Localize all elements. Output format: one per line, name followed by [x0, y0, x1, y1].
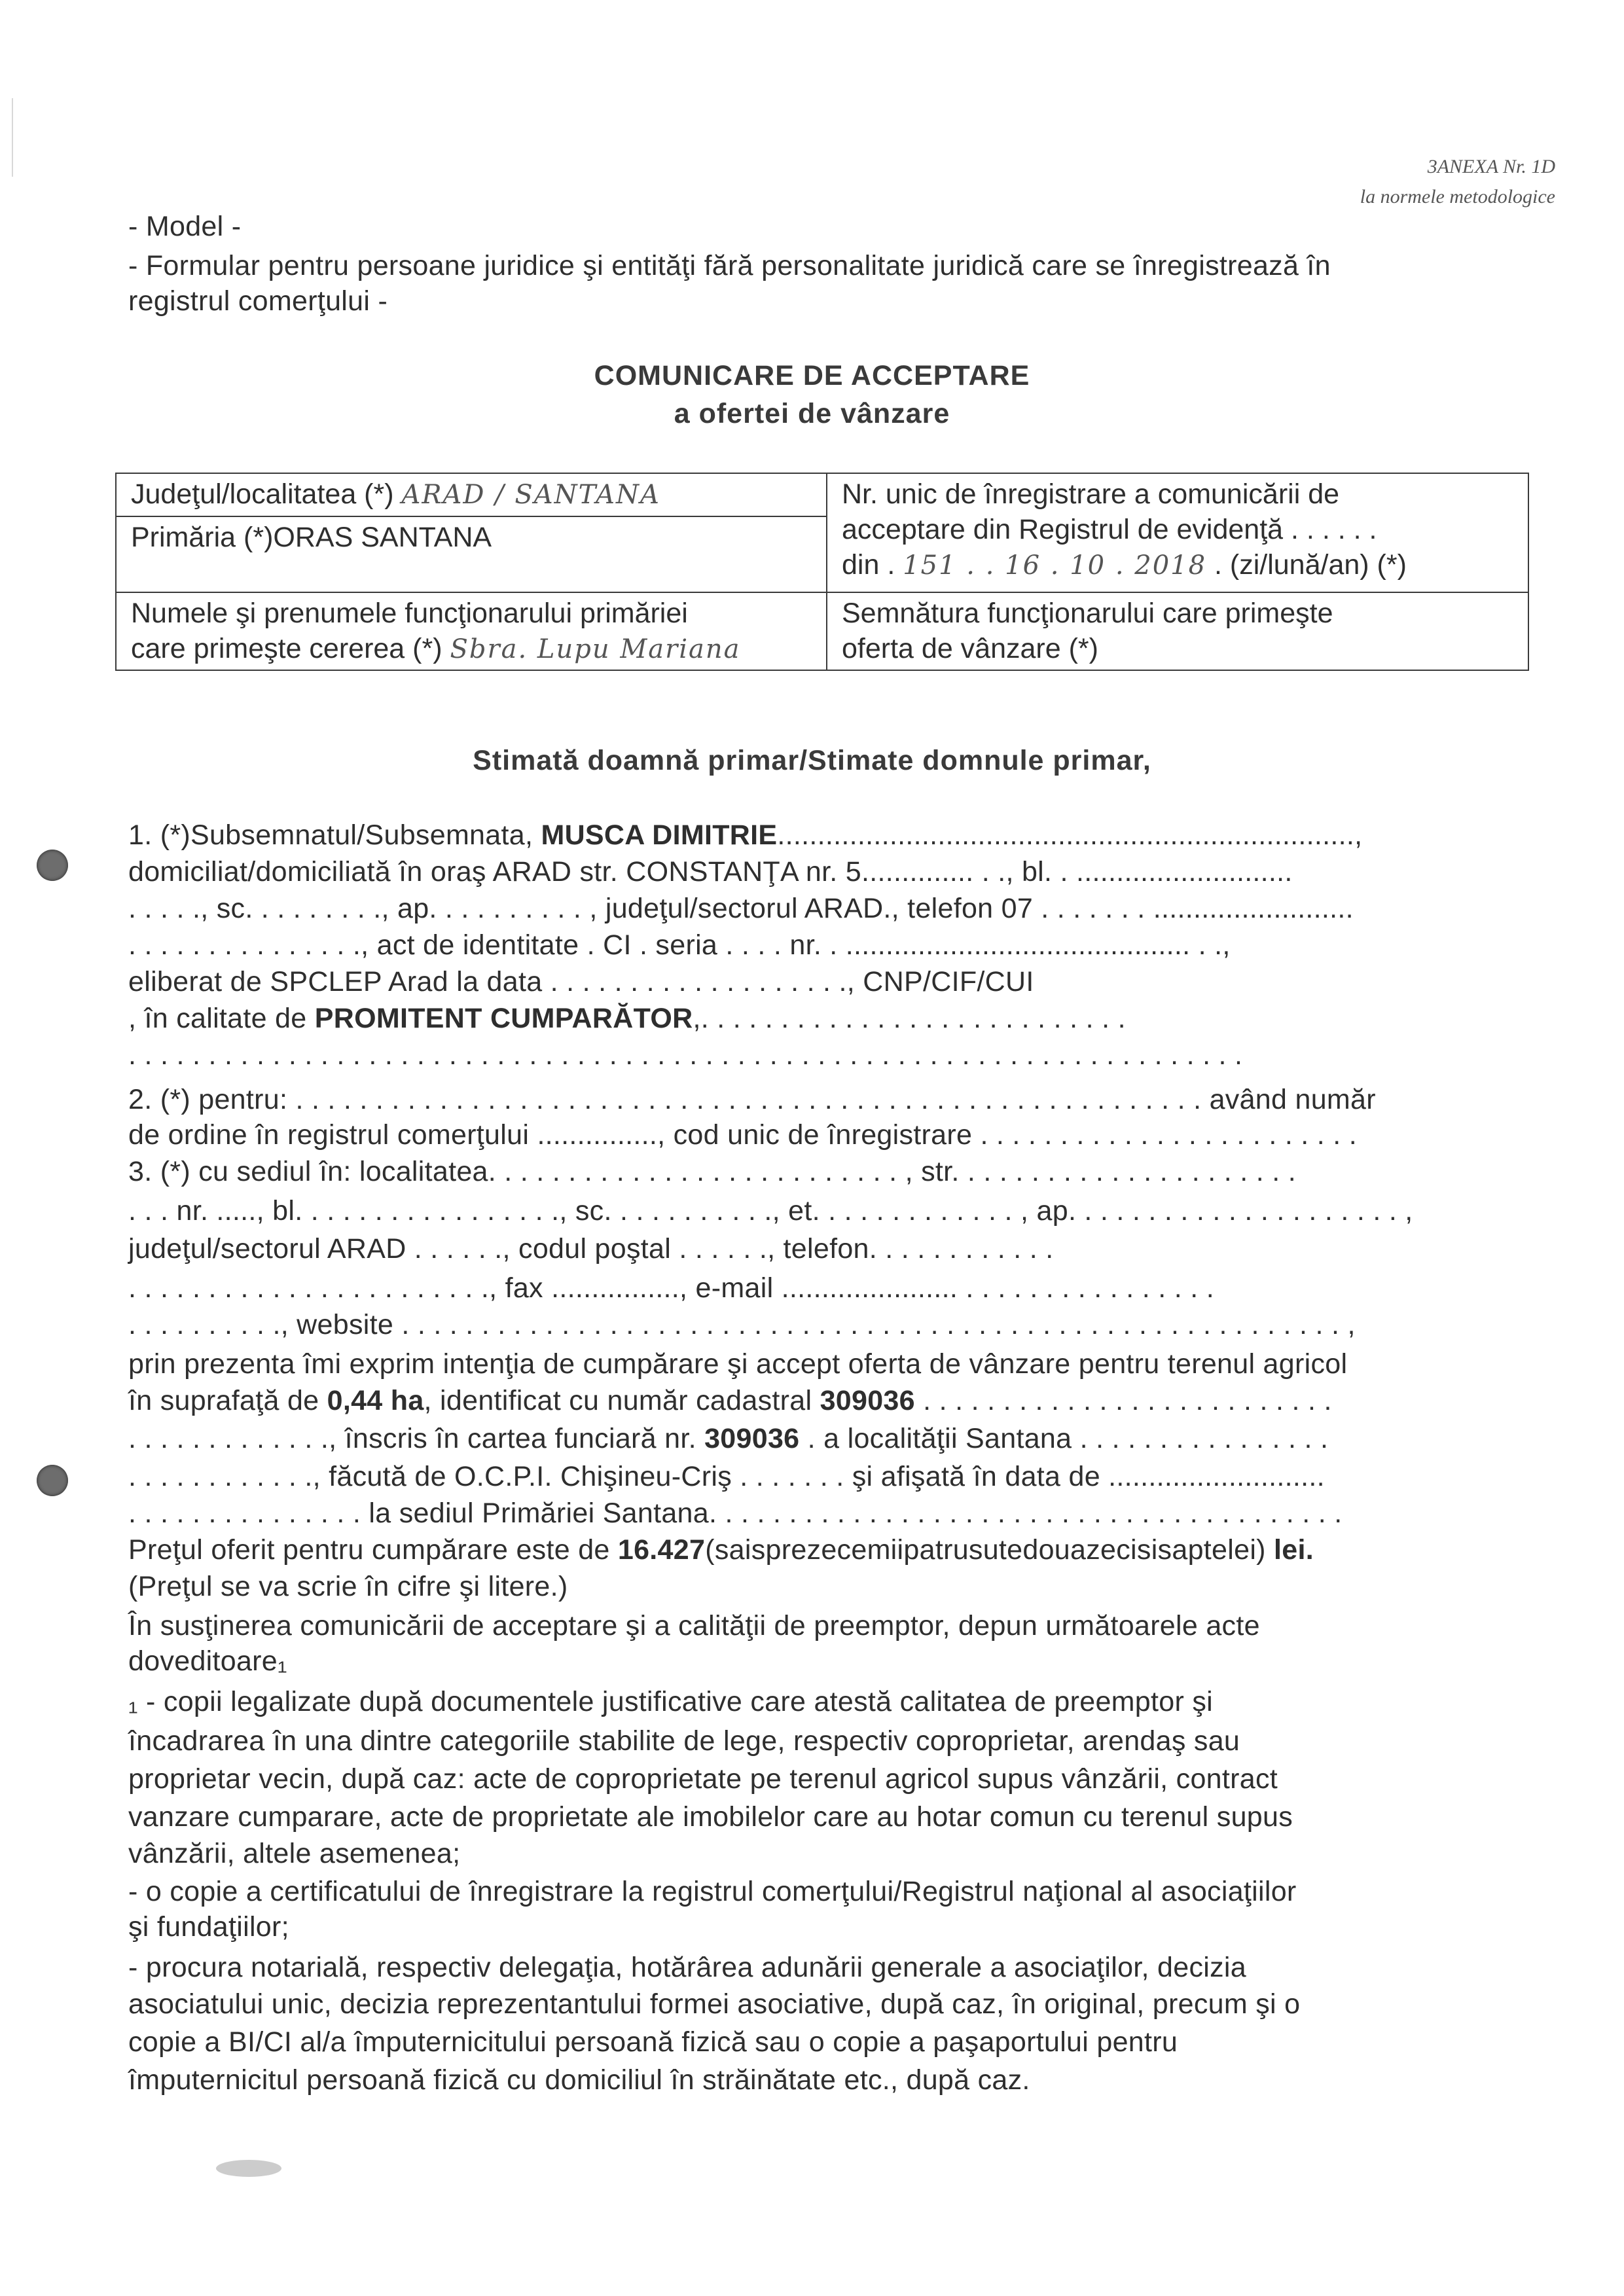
judet-handwritten: ARAD / SANTANA: [401, 480, 660, 510]
nr-unic-cell: [827, 473, 1528, 592]
nr-unic-din: din .: [842, 549, 895, 581]
body-line-11: . . . nr. ....., bl. . . . . . . . . . . . . . . . ., sc. . . . . . . . . . ., et. . . . . . . . . . . . . , ap. . . . . . . . . . . . . . . . . . . . . ,: [128, 1195, 1413, 1227]
body-line-25: încadrarea în una dintre categoriile stabilite de lege, respectiv coproprietar, arendaş sau: [128, 1725, 1240, 1757]
applicant-role: PROMITENT CUMPARĂTOR: [314, 1003, 693, 1034]
body-line-9: de ordine în registrul comerţului ..............., cod unic de înregistrare . . . . . . . . . . . . . . . . . . . . . . . .: [128, 1119, 1358, 1151]
body-line-1: [128, 819, 1362, 852]
document-subtitle: a ofertei de vânzare: [674, 398, 950, 429]
body-line-24: ₁ - copii legalizate după documentele justificative care atestă calitatea de preemptor şi: [128, 1686, 1213, 1717]
body-line-29: - o copie a certificatului de înregistrare la registrul comerţului/Registrul naţional al asociaţiilor: [128, 1876, 1297, 1907]
judet-cell: [116, 473, 827, 516]
dots: . . . . . . . . . . . . . . . . . . . . . . . . . .: [914, 1385, 1332, 1416]
body-line-26: proprietar vecin, după caz: acte de coproprietate pe terenul agricol supus vânzării, contract: [128, 1763, 1278, 1795]
body-line-23: doveditoare₁: [128, 1645, 287, 1677]
document-title: COMUNICARE DE ACCEPTARE: [594, 360, 1030, 391]
functionar-handwritten: Sbra. Lupu Mariana: [450, 634, 741, 664]
annex-subtitle: la normele metodologice: [1360, 186, 1555, 207]
cf-number: 309036: [704, 1423, 800, 1454]
punch-hole-bottom: [37, 1465, 68, 1496]
price-label: Preţul oferit pentru cumpărare este de: [128, 1534, 618, 1566]
registration-table: [115, 473, 1529, 671]
nr-unic-suffix: . (zi/lună/an) (*): [1214, 549, 1407, 581]
nr-unic-line2: acceptare din Registrul de evidenţă . . . . . .: [842, 514, 1377, 545]
cf-label: . . . . . . . . . . . . ., înscris în cartea funciară nr.: [128, 1423, 705, 1454]
punch-hole-top: [37, 850, 68, 881]
body-line-19: . . . . . . . . . . . . . . . la sediul Primăriei Santana. . . . . . . . . . . . . . . . . . . . . . . . . . . . . . . . . . . . . . . .: [128, 1498, 1343, 1529]
body-line-2: domiciliat/domiciliată în oraş ARAD str. CONSTANŢA nr. 5.............. . ., bl. . ...........................: [128, 856, 1293, 888]
body-line-31: - procura notarială, respectiv delegaţia, hotărârea adunării generale a asociaţilor, decizia: [128, 1952, 1246, 1983]
body-line-8: 2. (*) pentru: . . . . . . . . . . . . . . . . . . . . . . . . . . . . . . . . . . . . . . . . . . . . . . . . . . . . . . . . . având număr: [128, 1084, 1376, 1115]
price-words: (saisprezecemiipatrusutedouazecisisaptelei): [705, 1534, 1274, 1566]
body-line-7: . . . . . . . . . . . . . . . . . . . . . . . . . . . . . . . . . . . . . . . . . . . . . . . . . . . . . . . . . . . . . . . . . . . . . .: [128, 1039, 1243, 1071]
body-line-16: [128, 1385, 1332, 1417]
body-line-17: [128, 1423, 1328, 1455]
annex-number: 3ANEXA Nr. 1D: [1427, 156, 1555, 177]
form-type-line2: registrul comerţului -: [128, 285, 388, 317]
subsemnatul-label: 1. (*)Subsemnatul/Subsemnata,: [128, 819, 541, 851]
calitate-label: , în calitate de: [128, 1003, 315, 1034]
judet-label: Judeţul/localitatea (*): [131, 478, 394, 510]
body-line-5: [128, 966, 1034, 998]
body-line-12: judeţul/sectorul ARAD . . . . . ., codul poştal . . . . . ., telefon. . . . . . . . . . . .: [128, 1233, 1054, 1265]
form-type-line1: - Formular pentru persoane juridice şi entităţi fără personalitate juridică care se înregistrează în: [128, 250, 1331, 281]
semnatura-cell: [827, 592, 1528, 670]
salutation: Stimată doamnă primar/Stimate domnule primar,: [473, 745, 1151, 776]
suprafata-label: în suprafaţă de: [128, 1385, 327, 1416]
land-area: 0,44 ha: [327, 1385, 424, 1416]
functionar-cell: [116, 592, 827, 670]
body-line-21: (Preţul se va scrie în cifre şi litere.): [128, 1571, 568, 1602]
cadastral-number: 309036: [820, 1385, 915, 1416]
body-line-27: vanzare cumparare, acte de proprietate ale imobilelor care au hotar comun cu terenul supus: [128, 1801, 1293, 1833]
page-edge-mark: [12, 98, 13, 177]
model-label: - Model -: [128, 211, 242, 242]
price-figures: 16.427: [617, 1534, 706, 1566]
cnp-label: CNP/CIF/CUI: [863, 966, 1034, 997]
body-line-15: prin prezenta îmi exprim intenţia de cumpărare şi accept oferta de vânzare pentru terenul agricol: [128, 1348, 1348, 1380]
body-line-20: [128, 1534, 1314, 1566]
dots: ,. . . . . . . . . . . . . . . . . . . . . . . . . . .: [693, 1003, 1126, 1034]
eliberat-label: eliberat de SPCLEP Arad la data . . . . . . . . . . . . . . . . . . .,: [128, 966, 863, 997]
applicant-name: MUSCA DIMITRIE: [541, 819, 778, 851]
price-currency: lei.: [1274, 1534, 1314, 1566]
body-line-28: vânzării, altele asemenea;: [128, 1838, 461, 1869]
primaria-cell: [116, 516, 827, 592]
body-line-6: [128, 1003, 1126, 1035]
body-line-18: . . . . . . . . . . . ., făcută de O.C.P.I. Chişineu-Criş . . . . . . . şi afişată în data de ...........................: [128, 1461, 1325, 1492]
body-line-4: . . . . . . . . . . . . . . ., act de identitate . CI . seria . . . . nr. . ........................................... . .,: [128, 929, 1231, 961]
body-line-30: şi fundaţiilor;: [128, 1911, 289, 1943]
body-line-10: 3. (*) cu sediul în: localitatea. . . . . . . . . . . . . . . . . . . . . . . . . . , str. . . . . . . . . . . . . . . . . . . . . .: [128, 1156, 1296, 1187]
body-line-33: copie a BI/CI al/a împuternicitului persoană fizică sau o copie a paşaportului pentru: [128, 2026, 1178, 2058]
semnatura-line1: Semnătura funcţionarului care primeşte: [842, 598, 1333, 629]
functionar-line2: care primeşte cererea (*): [131, 633, 442, 664]
primaria-label: Primăria (*)ORAS SANTANA: [131, 522, 492, 553]
body-line-13: . . . . . . . . . . . . . . . . . . . . . . ., fax ................, e-mail ...................... . . . . . . . . . . . . . . . .: [128, 1272, 1214, 1304]
semnatura-line2: oferta de vânzare (*): [842, 633, 1098, 664]
body-line-32: asociatului unic, decizia reprezentantului formei asociative, după caz, în original, precum şi o: [128, 1988, 1301, 2020]
nr-unic-date-handwritten: 151 . . 16 . 10 . 2018: [903, 550, 1207, 581]
ink-smudge: [216, 2160, 281, 2177]
functionar-line1: Numele şi prenumele funcţionarului primăriei: [131, 598, 688, 629]
cadastral-label: , identificat cu număr cadastral: [424, 1385, 820, 1416]
dots: ........................................................................,: [777, 819, 1363, 851]
body-line-34: împuternicitul persoană fizică cu domiciliul în străinătate etc., după caz.: [128, 2064, 1030, 2096]
nr-unic-line1: Nr. unic de înregistrare a comunicării de: [842, 478, 1340, 510]
body-line-22: În susţinerea comunicării de acceptare şi a calităţii de preemptor, depun următoarele acte: [128, 1610, 1260, 1641]
body-line-14: . . . . . . . . . ., website . . . . . . . . . . . . . . . . . . . . . . . . . . . . . . . . . . . . . . . . . . . . . . . . . . . . . . . . . . . ,: [128, 1309, 1356, 1340]
body-line-3: . . . . ., sc. . . . . . . . ., ap. . . . . . . . . . , judeţul/sectorul ARAD., telefon 07 . . . . . . . .........................: [128, 893, 1354, 924]
locality-text: . a localităţii Santana . . . . . . . . . . . . . . . .: [799, 1423, 1329, 1454]
